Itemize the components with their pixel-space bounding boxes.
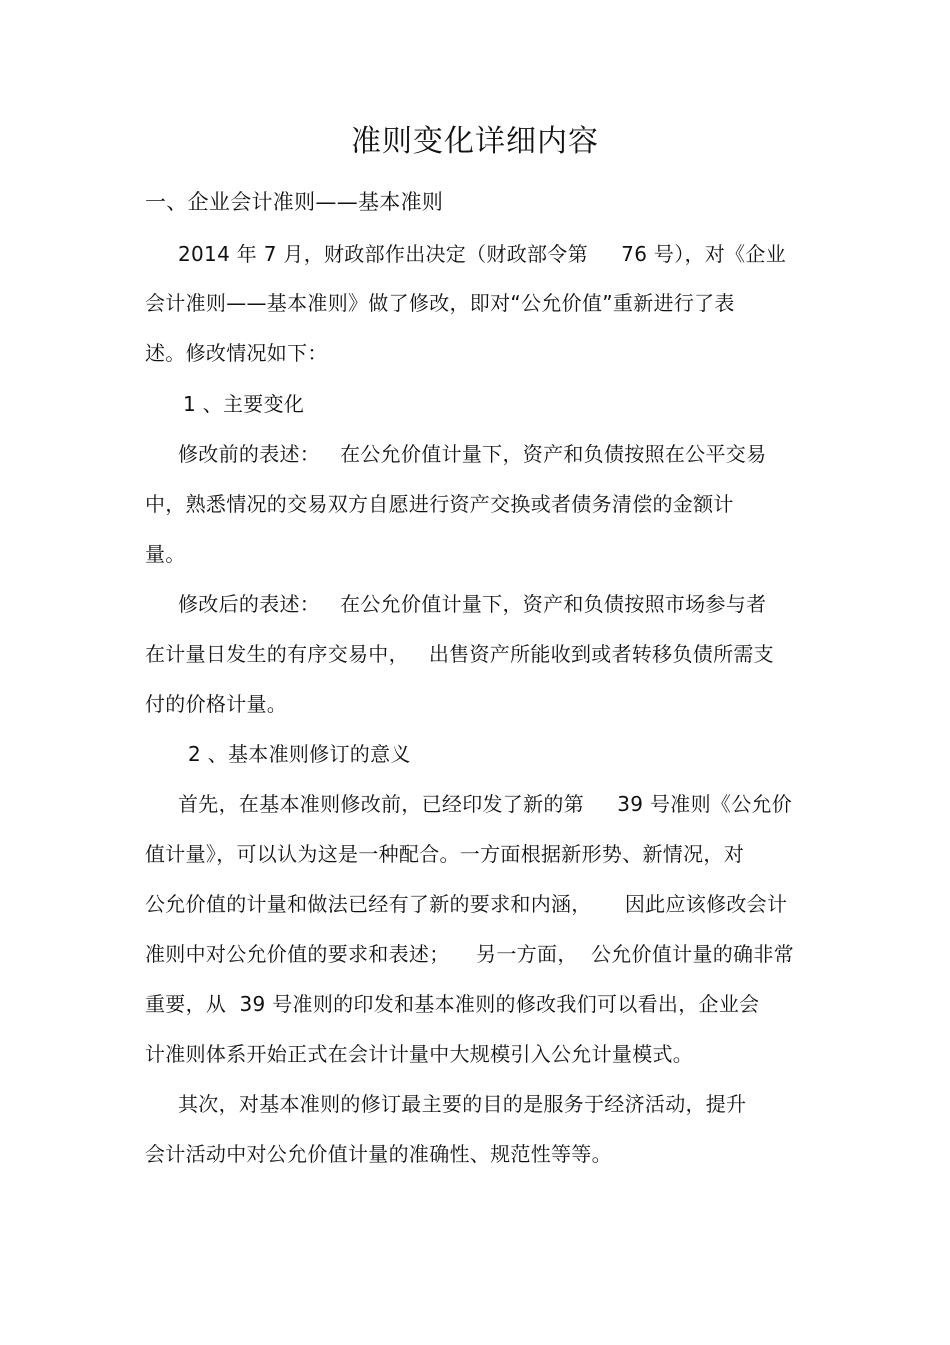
document-title: 准则变化详细内容 bbox=[351, 124, 599, 159]
section-heading: 一、企业会计准则——基本准则 bbox=[145, 190, 444, 214]
first-line-2: 值计量》，可以认为这是一种配合。一方面根据新形势、新情况，对 bbox=[145, 842, 744, 866]
first-line-3: 公允价值的计量和做法已经有了新的要求和内涵， 因此应该修改会计 bbox=[145, 892, 788, 916]
after-line-1: 修改后的表述： 在公允价值计量下，资产和负债按照市场参与者 bbox=[178, 592, 767, 616]
before-line-3: 量。 bbox=[145, 542, 186, 566]
first-line-5: 重要，从 39 号准则的印发和基本准则的修改我们可以看出，企业会 bbox=[145, 992, 760, 1016]
second-line-1: 其次，对基本准则的修订最主要的目的是服务于经济活动，提升 bbox=[178, 1092, 747, 1116]
intro-line-2: 会计准则——基本准则》做了修改，即对“公允价值”重新进行了表 bbox=[145, 291, 735, 315]
before-line-2: 中，熟悉情况的交易双方自愿进行资产交换或者债务清偿的金额计 bbox=[145, 492, 734, 516]
intro-line-1: 2014 年 7 月，财政部作出决定（财政部令第 76 号），对《企业 bbox=[178, 242, 786, 266]
first-line-4: 准则中对公允价值的要求和表述； 另一方面， 公允价值计量的确非常 bbox=[145, 942, 794, 966]
subheading-significance: 2 、基本准则修订的意义 bbox=[188, 742, 411, 766]
first-line-6: 计准则体系开始正式在会计计量中大规模引入公允计量模式。 bbox=[145, 1042, 694, 1066]
first-line-1: 首先，在基本准则修改前，已经印发了新的第 39 号准则《公允价 bbox=[178, 792, 793, 816]
intro-line-3: 述。修改情况如下： bbox=[145, 341, 328, 365]
after-line-3: 付的价格计量。 bbox=[145, 692, 288, 716]
after-line-2: 在计量日发生的有序交易中， 出售资产所能收到或者转移负债所需支 bbox=[145, 642, 774, 666]
second-line-2: 会计活动中对公允价值计量的准确性、规范性等等。 bbox=[145, 1142, 612, 1166]
before-line-1: 修改前的表述： 在公允价值计量下，资产和负债按照在公平交易 bbox=[178, 442, 767, 466]
subheading-main-changes: 1 、主要变化 bbox=[183, 392, 305, 416]
